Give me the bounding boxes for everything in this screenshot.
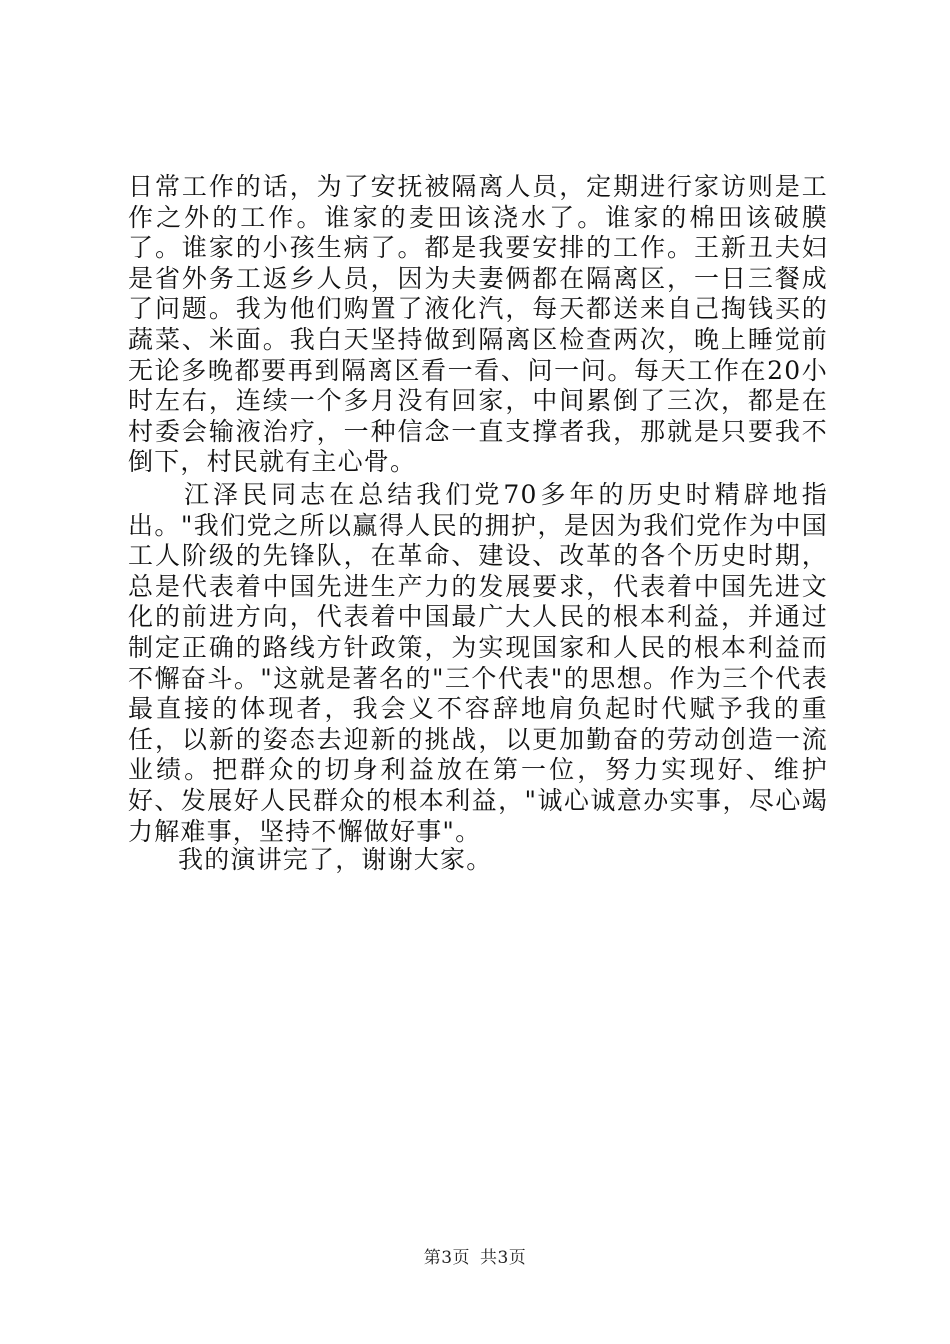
page-number: 第3页 bbox=[423, 1248, 471, 1268]
body-paragraph-2: 江泽民同志在总结我们党70多年的历史时精辟地指出。"我们党之所以赢得人民的拥护，是因为我们党作为中国工人阶级的先锋队，在革命、建设、改革的各个历史时期，总是代表着中国先进生产力的发展要求，代表着中国先进文化的前进方向，代表着中国最广大人民的根本利益，并通过制定正确的路线方针政策，为实现国家和人民的根本利益而不懈奋斗。"这就是著名的"三个代表"的思想。作为三个代表最直接的体现者，我会义不容辞地肩负起时代赋予我的重任，以新的姿态去迎新的挑战，以更加勤奋的劳动创造一流业绩。把群众的切身利益放在第一位，努力实现好、维护好、发展好人民群众的根本利益，"诚心诚意办实事，尽心竭力解难事，坚持不懈做好事"。 bbox=[128, 480, 828, 846]
closing-paragraph: 我的演讲完了，谢谢大家。 bbox=[178, 845, 493, 874]
page-footer bbox=[0, 1243, 950, 1268]
page-total: 共3页 bbox=[479, 1248, 527, 1268]
body-paragraph-1: 日常工作的话，为了安抚被隔离人员，定期进行家访则是工作之外的工作。谁家的麦田该浇水了。谁家的棉田该破膜了。谁家的小孩生病了。都是我要安排的工作。王新丑夫妇是省外务工返乡人员，因为夫妻俩都在隔离区，一日三餐成了问题。我为他们购置了液化汽，每天都送来自己掏钱买的蔬菜、米面。我白天坚持做到隔离区检查两次，晚上睡觉前无论多晚都要再到隔离区看一看、问一问。每天工作在20小时左右，连续一个多月没有回家，中间累倒了三次，都是在村委会输液治疗，一种信念一直支撑者我，那就是只要我不倒下，村民就有主心骨。 bbox=[128, 172, 828, 477]
